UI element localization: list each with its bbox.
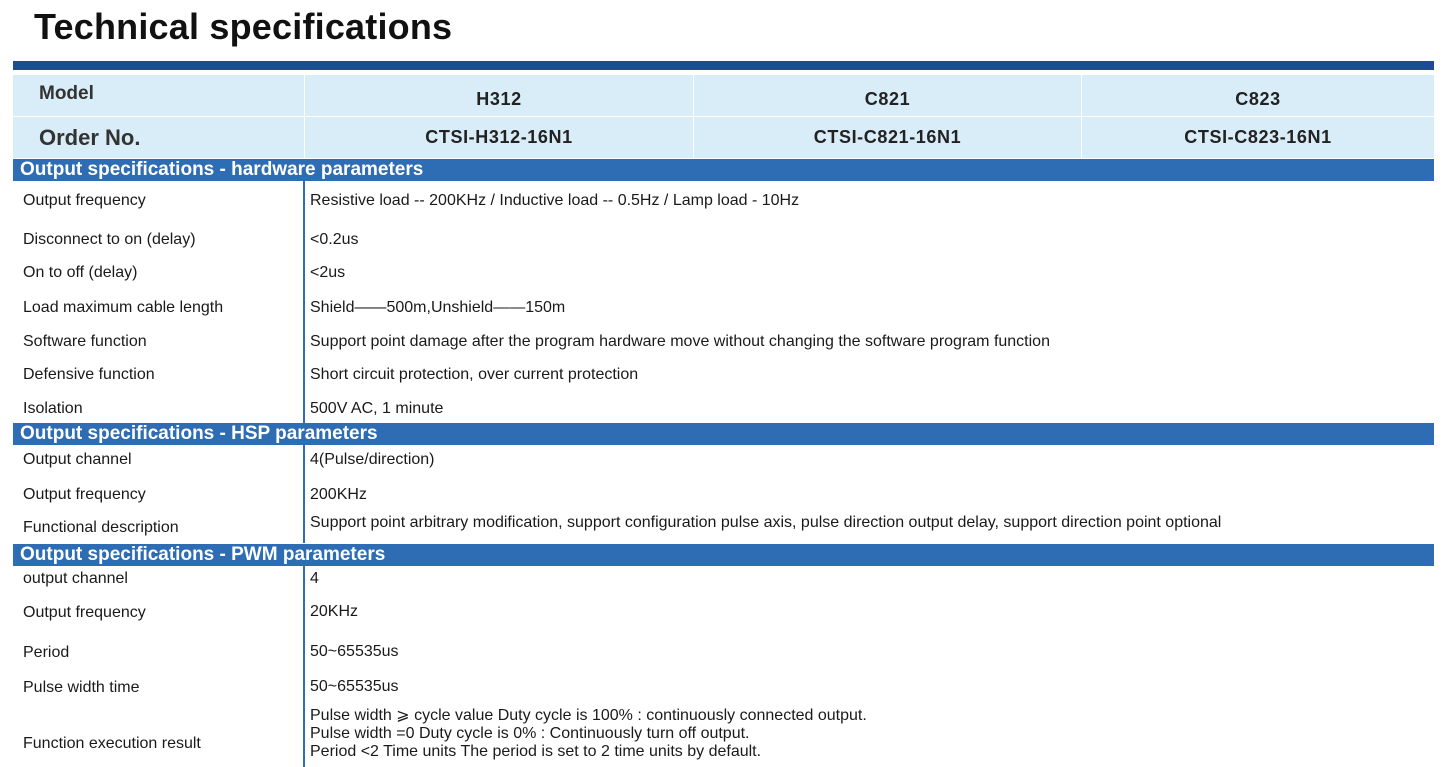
spec-label: Load maximum cable length — [23, 299, 224, 316]
spec-value: 50~65535us — [310, 643, 399, 660]
spec-value: 500V AC, 1 minute — [310, 400, 444, 417]
spec-label: Period — [23, 644, 70, 661]
spec-label: Output frequency — [23, 604, 146, 621]
spec-value: 4 — [310, 570, 319, 587]
title-underline-bar — [13, 61, 1434, 70]
model-column-c821 — [694, 75, 1081, 158]
spec-label: Output frequency — [23, 192, 146, 209]
spec-value: <2us — [310, 264, 346, 281]
spec-label: Output channel — [23, 451, 132, 468]
column-divider — [303, 181, 305, 423]
spec-label: Pulse width time — [23, 679, 140, 696]
section-hsp-parameters: Output specifications - HSP parameters — [13, 423, 1434, 445]
spec-label: Functional description — [23, 519, 179, 536]
spec-value: Short circuit protection, over current protection — [310, 366, 639, 383]
model-name: H312 — [476, 89, 522, 109]
spec-value: 20KHz — [310, 603, 359, 620]
spec-value: <0.2us — [310, 231, 359, 248]
model-name: C823 — [1235, 89, 1281, 109]
section-hardware-parameters: Output specifications - hardware parameters — [13, 159, 1434, 181]
spec-value: Resistive load -- 200KHz / Inductive load -- 0.5Hz / Lamp load - 10Hz — [310, 192, 800, 209]
spec-label: output channel — [23, 570, 128, 587]
spec-table-header — [13, 75, 1434, 158]
column-divider — [303, 445, 305, 543]
spec-label: Defensive function — [23, 366, 155, 383]
spec-value-line: Period <2 Time units The period is set to 2 time units by default. — [310, 743, 762, 760]
model-column-c823 — [1082, 75, 1434, 158]
spec-label: Function execution result — [23, 735, 201, 752]
model-name: C821 — [864, 89, 911, 109]
spec-label: Disconnect to on (delay) — [23, 231, 196, 248]
spec-label: On to off (delay) — [23, 264, 138, 281]
spec-value: Shield——500m,Unshield——150m — [310, 299, 566, 316]
spec-label: Output frequency — [23, 486, 146, 503]
spec-value-multiline — [310, 707, 867, 761]
spec-value: Support point damage after the program hardware move without changing the software program function — [310, 333, 1050, 350]
order-number: CTSI-C821-16N1 — [813, 127, 962, 147]
order-number: CTSI-C823-16N1 — [1184, 127, 1332, 147]
column-divider — [303, 566, 305, 767]
model-label: Model — [39, 83, 94, 104]
page-title: Technical specifications — [34, 6, 453, 47]
spec-value: Support point arbitrary modification, support configuration pulse axis, pulse direction output delay, support direction point optional — [310, 514, 1222, 531]
spec-value-line: Pulse width =0 Duty cycle is 0% : Continuously turn off output. — [310, 725, 750, 742]
model-column-h312 — [305, 75, 693, 158]
order-number: CTSI-H312-16N1 — [425, 127, 573, 147]
spec-value: 200KHz — [310, 486, 367, 503]
spec-value: 4(Pulse/direction) — [310, 451, 435, 468]
spec-value-line: Pulse width ⩾ cycle value Duty cycle is 100% : continuously connected output. — [310, 707, 867, 724]
spec-value: 50~65535us — [310, 678, 399, 695]
section-pwm-parameters: Output specifications - PWM parameters — [13, 544, 1434, 566]
order-number-label: Order No. — [39, 125, 141, 150]
spec-label: Software function — [23, 333, 147, 350]
spec-label: Isolation — [23, 400, 83, 417]
